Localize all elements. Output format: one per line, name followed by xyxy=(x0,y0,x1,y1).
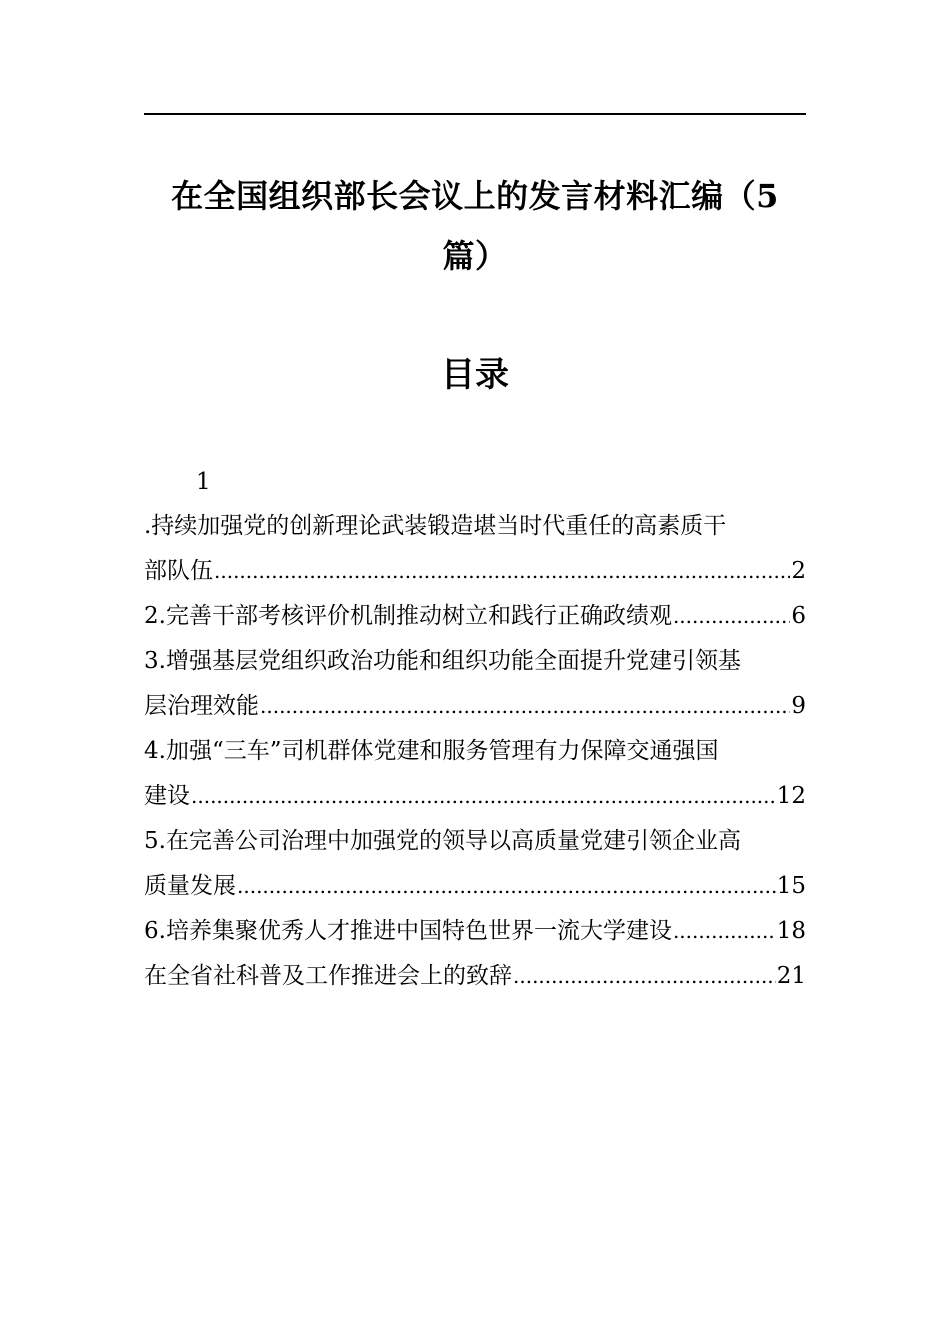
toc-entry-7-page: 21 xyxy=(776,963,806,989)
toc-entry-1-page: 2 xyxy=(791,558,806,584)
dot-leader xyxy=(260,684,790,729)
toc-entry-3-title-line-1: 3.增强基层党组织政治功能和组织功能全面提升党建引领基 xyxy=(144,648,741,674)
header-rule xyxy=(144,113,806,115)
toc-entry-1[interactable] xyxy=(144,460,806,594)
toc-entry-1-title-line-1: .持续加强党的创新理论武装锻造堪当时代重任的高素质干 xyxy=(144,513,727,539)
toc-entry-3-page: 9 xyxy=(791,693,806,719)
toc-entry-1-title-line-2: 部队伍 xyxy=(144,558,213,584)
toc-entry-5-page: 15 xyxy=(776,873,806,899)
toc-entry-5-title-line-1: 5.在完善公司治理中加强党的领导以高质量党建引领企业高 xyxy=(144,828,741,854)
table-of-contents xyxy=(144,460,806,999)
document-title-line-1: 在全国组织部长会议上的发言材料汇编（5 xyxy=(171,177,779,215)
dot-leader xyxy=(237,864,776,909)
toc-entry-3-title-line-2: 层治理效能 xyxy=(144,693,259,719)
document-title xyxy=(144,166,806,286)
dot-leader xyxy=(673,594,790,639)
toc-entry-5[interactable] xyxy=(144,819,806,909)
toc-entry-4-title-line-2: 建设 xyxy=(144,783,190,809)
toc-entry-2-page: 6 xyxy=(791,603,806,629)
toc-entry-7[interactable] xyxy=(144,954,806,999)
toc-entry-1-number: 1 xyxy=(196,469,211,495)
toc-entry-7-title: 在全省社科普及工作推进会上的致辞 xyxy=(144,963,512,989)
toc-entry-4-page: 12 xyxy=(776,783,806,809)
dot-leader xyxy=(513,954,776,999)
toc-entry-6[interactable] xyxy=(144,909,806,954)
toc-entry-3[interactable] xyxy=(144,639,806,729)
toc-heading: 目录 xyxy=(441,355,509,395)
document-title-line-2: 篇） xyxy=(442,237,508,275)
dot-leader xyxy=(214,549,790,594)
dot-leader xyxy=(673,909,776,954)
toc-entry-5-title-line-2: 质量发展 xyxy=(144,873,236,899)
toc-entry-4-title-line-1: 4.加强“三车”司机群体党建和服务管理有力保障交通强国 xyxy=(144,738,719,764)
dot-leader xyxy=(191,774,776,819)
toc-entry-6-title: 6.培养集聚优秀人才推进中国特色世界一流大学建设 xyxy=(144,918,672,944)
toc-entry-2-title: 2.完善干部考核评价机制推动树立和践行正确政绩观 xyxy=(144,603,672,629)
toc-entry-4[interactable] xyxy=(144,729,806,819)
toc-entry-6-page: 18 xyxy=(776,918,806,944)
toc-entry-2[interactable] xyxy=(144,594,806,639)
